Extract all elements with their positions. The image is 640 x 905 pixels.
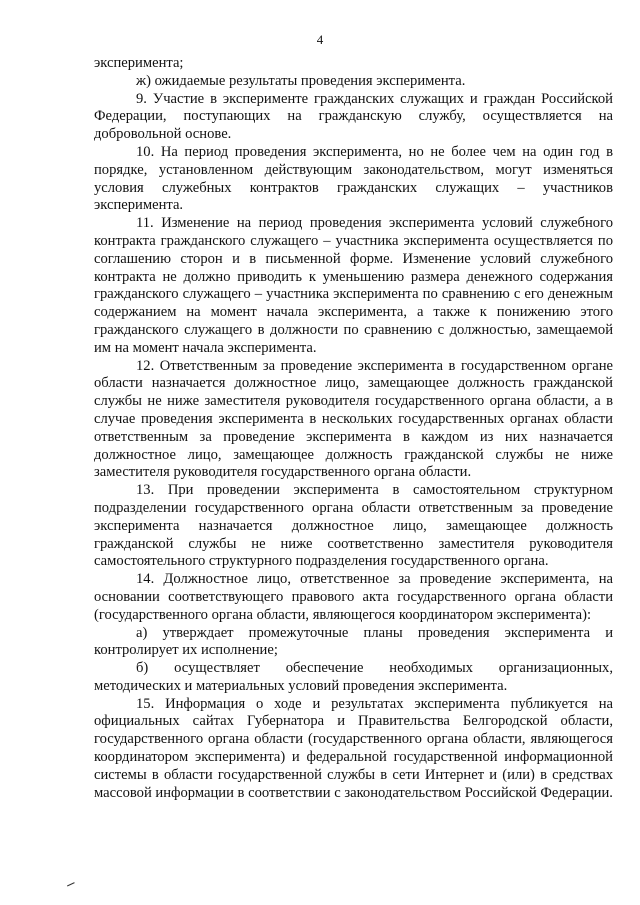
paragraph-11: 11. Изменение на период проведения эксперимента условий служебного контракта гражданского служащего – участника эксперимента осуществляется по соглашению сторон и в письменной форме. Изменение условий служебного контракта не должно приводить к уменьшению размера денежного содержания гражданского служащего – участника эксперимента по сравнению с его денежным содержанием на момент начала эксперимента, а также к понижению этого гражданского служащего в должности по сравнению с должностью, замещаемой им на момент начала эксперимента. [94, 215, 613, 356]
scan-mark [65, 879, 74, 887]
document-body [94, 55, 613, 802]
paragraph-13: 13. При проведении эксперимента в самостоятельном структурном подразделении государственного органа области ответственным за проведение эксперимента назначается должностное лицо, замещающее должность гражданской службы не ниже соответственно заместителя руководителя самостоятельного структурного подразделения государственного органа. [94, 482, 613, 570]
paragraph-14-b: б) осуществляет обеспечение необходимых организационных, методических и материальных условий проведения эксперимента. [94, 660, 613, 694]
paragraph-14-a: а) утверждает промежуточные планы проведения эксперимента и контролирует их исполнение; [94, 624, 613, 659]
paragraph-12: 12. Ответственным за проведение эксперимента в государственном органе области назначается должностное лицо, замещающее должность гражданской службы не ниже заместителя руководителя государственного органа области, а в случае проведения эксперимента в нескольких государственных органах области ответственным за проведение эксперимента в каждом из них назначается должностное лицо, замещающее должность гражданской службы не ниже заместителя руководителя государственного органа области. [94, 357, 613, 481]
paragraph-15: 15. Информация о ходе и результатах эксперимента публикуется на официальных сайтах Губернатора и Правительства Белгородской области, государственного органа области (государственного органа области, являющегося координатором эксперимента) и федеральной государственной информационной системы в области государственной службы в сети Интернет и (или) в средствах массовой информации в соответствии с законодательством Российской Федерации. [94, 695, 613, 801]
paragraph-10: 10. На период проведения эксперимента, но не более чем на один год в порядке, установленном действующим законодательством, могут изменяться условия служебных контрактов гражданских служащих – участников эксперимента. [94, 143, 613, 214]
paragraph-item-zh: ж) ожидаемые результаты проведения эксперимента. [136, 72, 466, 89]
page-number: 4 [316, 32, 324, 47]
paragraph-14: 14. Должностное лицо, ответственное за проведение эксперимента, на основании соответствующего правового акта государственного органа области (государственного органа области, являющегося координатором эксперимента): [94, 571, 613, 623]
paragraph-9: 9. Участие в эксперименте гражданских служащих и граждан Российской Федерации, поступающих на гражданскую службу, осуществляется на добровольной основе. [94, 90, 613, 143]
paragraph-continuation: эксперимента; [94, 55, 184, 71]
